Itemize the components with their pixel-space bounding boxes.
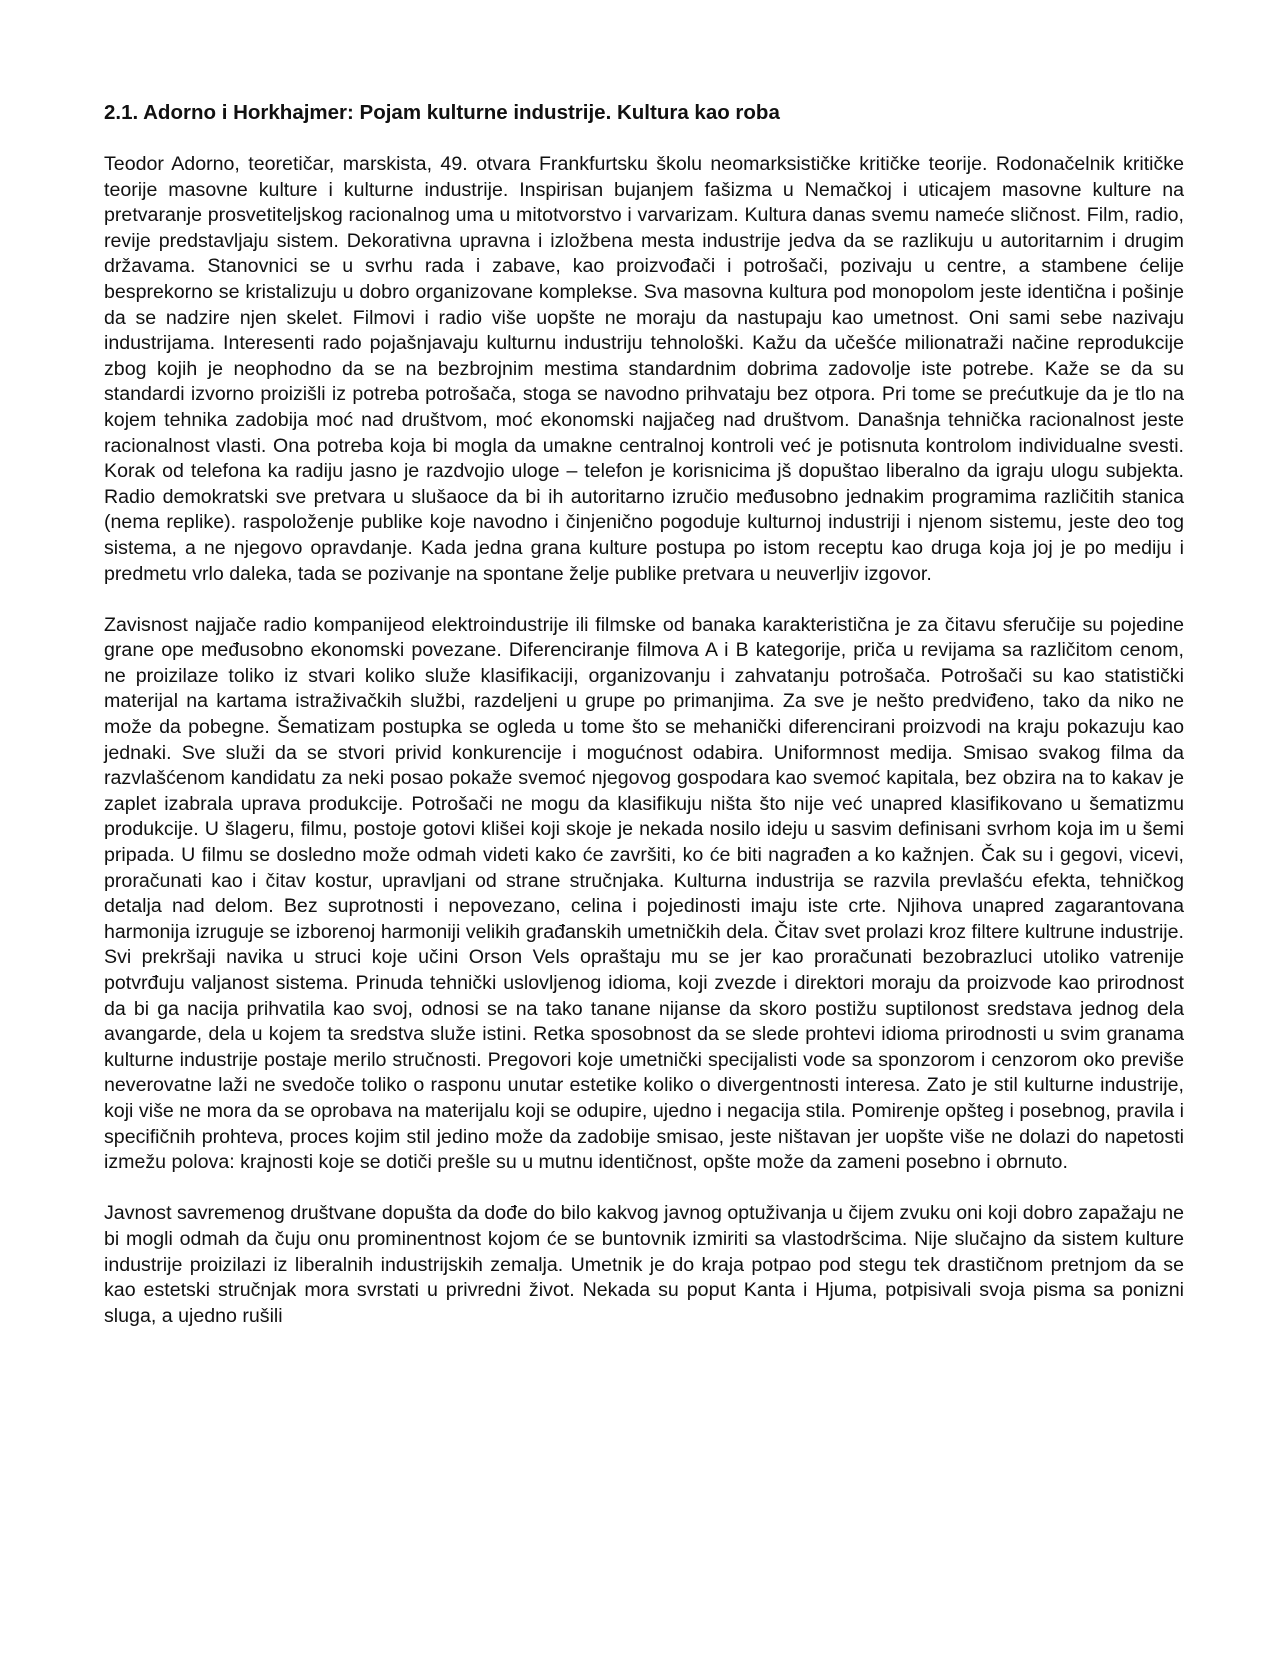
paragraph-1: Teodor Adorno, teoretičar, marskista, 49. otvara Frankfurtsku školu neomarksističke kritičke teorije. Rodonačelnik kritičke teorije masovne kulture i kulturne industrije. Inspirisan bujanjem fašizma u Nemačkoj i uticajem masovne kulture na pretvaranje prosvetiteljskog racionalnog uma u mitotvorstvo i varvarizam. Kultura danas svemu nameće sličnost. Film, radio, revije predstavljaju sistem. Dekorativna upravna i izložbena mesta industrije jedva da se razlikuju u autoritarnim i drugim državama. Stanovnici se u svrhu rada i zabave, kao proizvođači i potrošači, pozivaju u centre, a stambene ćelije besprekorno se kristalizuju u dobro organizovane komplekse. Sva masovna kultura pod monopolom jeste identična i pošinje da se nadzire njen skelet. Filmovi i radio više uopšte ne moraju da nastupaju kao umetnost. Oni sami sebe nazivaju industrijama. Interesenti rado pojašnjavaju kulturnu industriju tehnološki. Kažu da učešće milionatraži načine reprodukcije zbog kojih je neophodno da se na bezbrojnim mestima standardnim dobrima zadovolje iste potrebe. Kaže se da su standardi izvorno proizišli iz potreba potrošača, stoga se navodno prihvataju bez otpora. Pri tome se prećutkuje da je tlo na kojem tehnika zadobija moć nad društvom, moć ekonomski najjačeg nad društvom. Današnja tehnička racionalnost jeste racionalnost vlasti. Ona potreba koja bi mogla da umakne centralnoj kontroli već je potisnuta kontrolom individualne svesti. Korak od telefona ka radiju jasno je razdvojio uloge – telefon je korisnicima jš dopuštao liberalno da igraju ulogu subjekta. Radio demokratski sve pretvara u slušaoce da bi ih autoritarno izručio međusobno jednakim programima različitih stanica (nema replike). raspoloženje publike koje navodno i činjenično pogoduje kulturnoj industriji i njenom sistemu, jeste deo tog sistema, a ne njegovo opravdanje. Kada jedna grana kulture postupa po istom receptu kao druga koja joj je po mediju i predmetu vrlo daleka, tada se pozivanje na spontane želje publike pretvara u neuverljiv izgovor. xyxy=(104,153,1184,585)
section-heading: 2.1. Adorno i Horkhajmer: Pojam kulturne industrije. Kultura kao roba xyxy=(104,101,780,124)
document-page xyxy=(104,100,1184,1355)
paragraph-3: Javnost savremenog društvane dopušta da dođe do bilo kakvog javnog optuživanja u čijem zvuku oni koji dobro zapažaju ne bi mogli odmah da čuju onu prominentnost kojom će se buntovnik izmiriti sa vlastodršcima. Nije slučajno da sistem kulture industrije proizilazi iz liberalnih industrijskih zemalja. Umetnik je do kraja potpao pod stegu tek drastičnom pretnjom da se kao estetski stručnjak mora svrstati u privredni život. Nekada su poput Kanta i Hjuma, potpisivali svoja pisma sa ponizni sluga, a ujedno rušili xyxy=(104,1202,1184,1327)
paragraph-2: Zavisnost najjače radio kompanijeod elektroindustrije ili filmske od banaka karakteristična je za čitavu sferučije su pojedine grane ope međusobno ekonomski povezane. Diferenciranje filmova A i B kategorije, priča u revijama sa različitom cenom, ne proizilaze toliko iz stvari koliko služe klasifikaciji, organizovanju i zahvatanju potrošača. Potrošači su kao statistički materijal na kartama istraživačkih službi, razdeljeni u grupe po primanjima. Za sve je nešto predviđeno, tako da niko ne može da pobegne. Šematizam postupka se ogleda u tome što se mehanički diferencirani proizvodi na kraju pokazuju kao jednaki. Sve služi da se stvori privid konkurencije i mogućnost odabira. Uniformnost medija. Smisao svakog filma da razvlašćenom kandidatu za neki posao pokaže svemoć njegovog gospodara kao svemoć kapitala, bez obzira na to kakav je zaplet izabrala uprava produkcije. Potrošači ne mogu da klasifikuju ništa što nije već unapred klasifikovano u šematizmu produkcije. U šlageru, filmu, postoje gotovi klišei koji skoje je nekada nosilo ideju u sasvim definisani svrhom koja im u šemi pripada. U filmu se dosledno može odmah videti kako će završiti, ko će biti nagrađen a ko kažnjen. Čak su i gegovi, vicevi, proračunati kao i čitav kostur, upravljani od strane stručnjaka. Kulturna industrija se razvila prevlašću efekta, tehničkog detalja nad delom. Bez suprotnosti i nepovezano, celina i pojedinosti imaju iste crte. Njihova unapred zagarantovana harmonija izruguje se izborenoj harmoniji velikih građanskih umetničkih dela. Čitav svet prolazi kroz filtere kultrune industrije. Svi prekršaji navika u struci koje učini Orson Vels opraštaju mu se jer kao proračunati bezobrazluci utoliko vatrenije potvrđuju valjanost sistema. Prinuda tehnički uslovljenog idioma, koji zvezde i direktori moraju da proizvode kao prirodnost da bi ga nacija prihvatila kao svoj, odnosi se na tako tanane nijanse da skoro postižu suptilonost sredstava jednog dela avangarde, dela u kojem ta sredstva služe istini. Retka sposobnost da se slede prohtevi idioma prirodnosti u svim granama kulturne industrije postaje merilo stručnosti. Pregovori koje umetnički specijalisti vode sa sponzorom i cenzorom oko previše neverovatne laži ne svedoče toliko o rasponu unutar estetike koliko o divergentnosti interesa. Zato je stil kulturne industrije, koji više ne mora da se oprobava na materijalu koji se odupire, ujedno i negacija stila. Pomirenje opšteg i posebnog, pravila i specifičnih prohteva, proces kojim stil jedino može da zadobije smisao, jeste ništavan jer uopšte više ne dolazi do napetosti izmežu polova: krajnosti koje se dotiči prešle su u mutnu identičnost, opšte može da zameni posebno i obrnuto. xyxy=(104,613,1184,1174)
